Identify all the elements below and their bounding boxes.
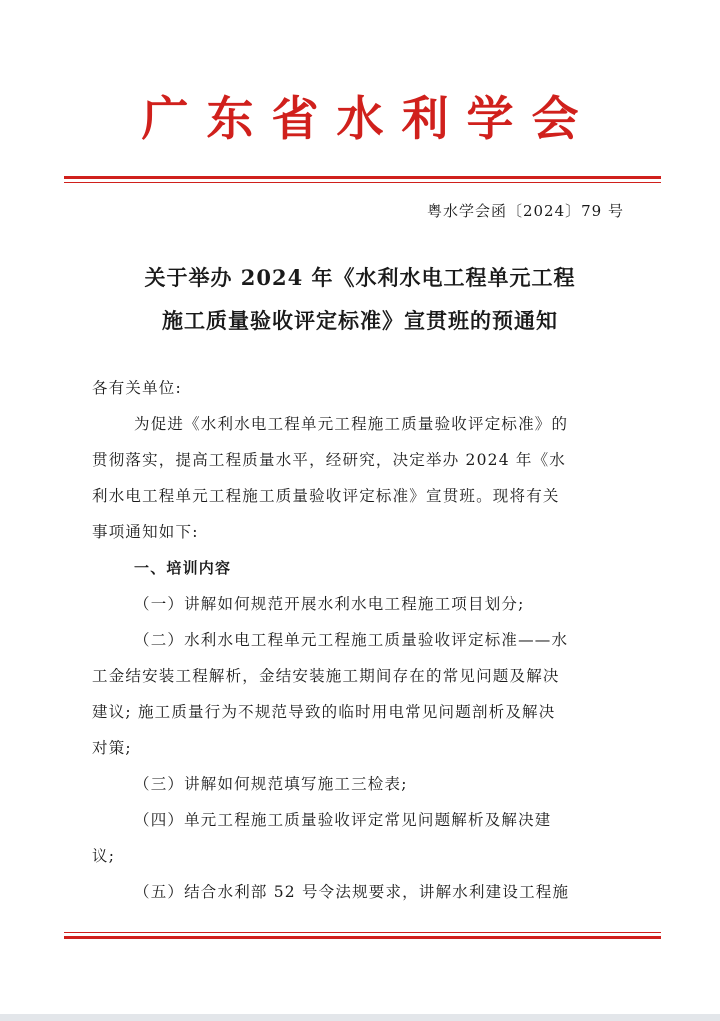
item-3: （三）讲解如何规范填写施工三检表; [134,775,408,793]
intro-line-2: 贯彻落实，提高工程质量水平，经研究，决定举办 2024 年《水 [92,451,567,469]
item-2-line-2: 工金结安装工程解析，金结安装施工期间存在的常见问题及解决 [92,667,560,685]
letterhead-rule-thin [64,182,661,183]
letterhead-org-name: 广东省水利学会 [141,92,597,147]
item-2-line-4: 对策; [92,739,132,757]
document-number: 粤水学会函〔2024〕79 号 [426,202,624,220]
footer-rule-thin [64,932,661,933]
item-1: （一）讲解如何规范开展水利水电工程施工项目划分; [134,595,525,613]
footer-rule-thick [64,936,661,939]
item-4-line-1: （四）单元工程施工质量验收评定常见问题解析及解决建 [134,811,552,829]
viewer-bottom-edge [0,1014,720,1021]
intro-line-1: 为促进《水利水电工程单元工程施工质量验收评定标准》的 [134,415,569,433]
item-5: （五）结合水利部 52 号令法规要求，讲解水利建设工程施 [134,883,570,901]
intro-line-3: 利水电工程单元工程施工质量验收评定标准》宣贯班。现将有关 [92,487,560,505]
letterhead-rule-thick [64,176,661,179]
intro-line-4: 事项通知如下: [92,523,199,541]
document-title-line-1: 关于举办 2024 年《水利水电工程单元工程 [144,265,576,290]
section-heading-training-content: 一、培训内容 [134,559,232,577]
document-title-line-2: 施工质量验收评定标准》宣贯班的预通知 [162,308,558,333]
salutation: 各有关单位: [92,379,182,397]
item-4-line-2: 议; [92,847,116,865]
item-2-line-1: （二）水利水电工程单元工程施工质量验收评定标准——水 [134,631,569,649]
item-2-line-3: 建议; 施工质量行为不规范导致的临时用电常见问题剖析及解决 [92,703,556,721]
